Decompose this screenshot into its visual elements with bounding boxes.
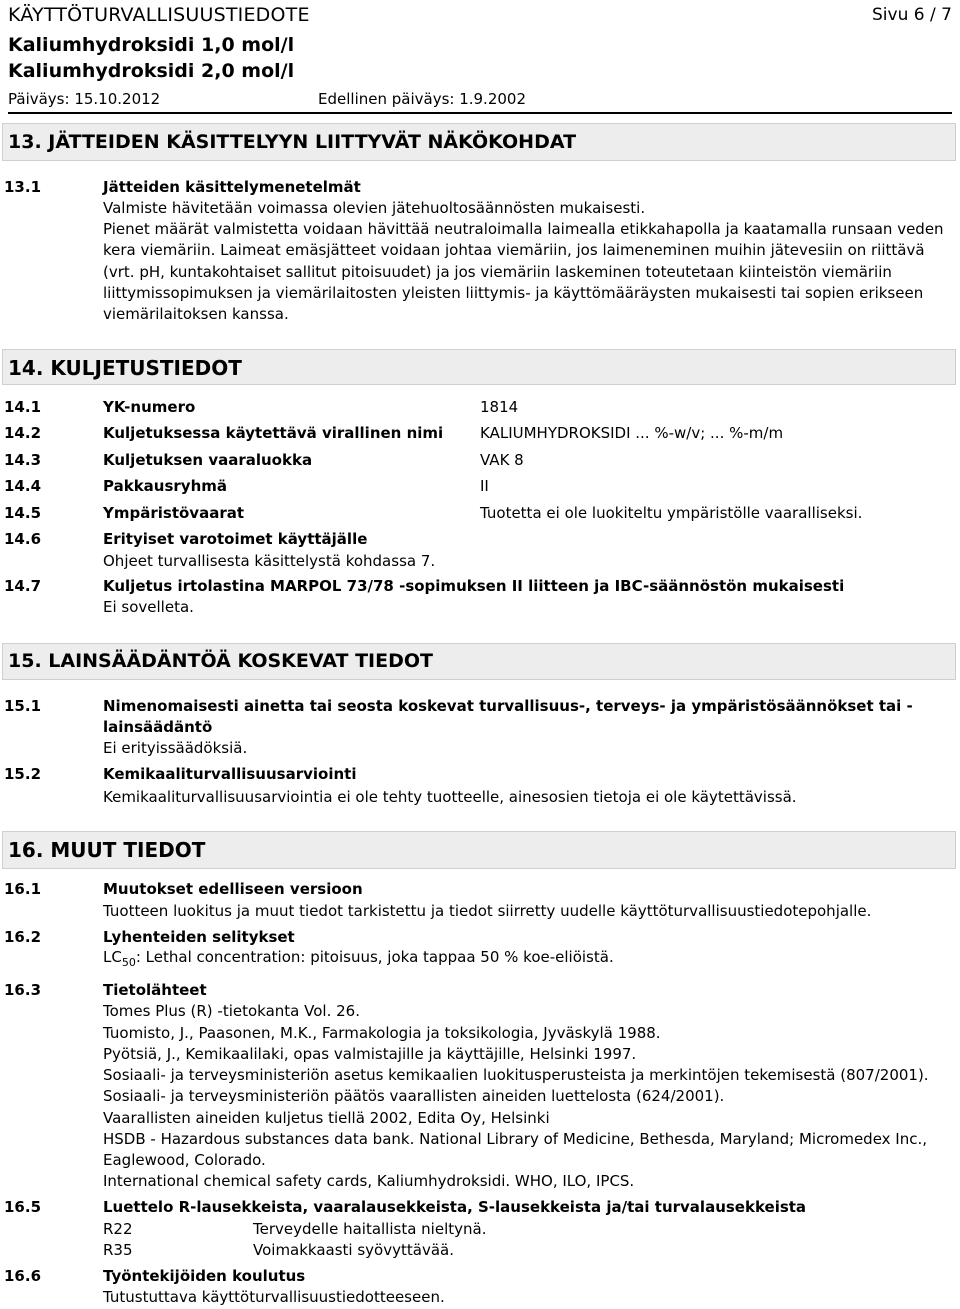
item-16-1-text: Tuotteen luokitus ja muut tiedot tarkistettu ja tiedot siirretty uudelle käyttöturvallisuustiedotepohjalle. — [103, 902, 872, 920]
section-14-title: 14. KULJETUSTIEDOT — [8, 356, 242, 380]
item-16-6-text: Tutustuttava käyttöturvallisuustiedotteeseen. — [103, 1288, 445, 1306]
item-16-1-number: 16.1 — [4, 880, 42, 898]
item-16-6-number: 16.6 — [4, 1267, 42, 1285]
item-14-7-text: Ei sovelleta. — [103, 598, 194, 616]
item-14-5-heading: Ympäristövaarat — [103, 504, 245, 522]
item-14-5-number: 14.5 — [4, 504, 42, 522]
source-line: Vaarallisten aineiden kuljetus tiellä 2002, Edita Oy, Helsinki — [103, 1109, 550, 1127]
item-14-4-value: II — [480, 477, 489, 495]
item-14-6-heading: Erityiset varotoimet käyttäjälle — [103, 530, 368, 548]
item-13-1-number: 13.1 — [4, 178, 42, 196]
item-14-1-value: 1814 — [480, 398, 519, 416]
item-14-3-heading: Kuljetuksen vaaraluokka — [103, 451, 313, 469]
source-line: Tuomisto, J., Paasonen, M.K., Farmakologia ja toksikologia, Jyväskylä 1988. — [103, 1024, 661, 1042]
lc-prefix: LC — [103, 948, 122, 966]
item-15-1-heading: Nimenomaisesti ainetta tai seosta koskevat turvallisuus-, terveys- ja ympäristösäännökset tai - — [103, 697, 913, 715]
item-15-1-text: Ei erityissäädöksiä. — [103, 739, 248, 757]
product-name-1: Kaliumhydroksidi 1,0 mol/l — [8, 34, 295, 56]
item-16-6-heading: Työntekijöiden koulutus — [103, 1267, 306, 1285]
item-13-1-line: (vrt. pH, kuntakohtaiset sallitut pitoisuudet) ja jos viemäriin laskeminen toteutetaan kiinteistön viemäriin — [103, 263, 892, 281]
item-14-1-heading: YK-numero — [103, 398, 196, 416]
item-13-1-line: kera viemäriin. Laimeat emäsjätteet voidaan johtaa viemäriin, jos laimeneminen muihin jätevesiin on riittävä — [103, 241, 925, 259]
source-line: HSDB - Hazardous substances data bank. National Library of Medicine, Bethesda, Maryland; Micromedex Inc., — [103, 1130, 928, 1148]
item-16-2-text — [103, 948, 614, 969]
lc-definition: : Lethal concentration: pitoisuus, joka tappaa 50 % koe-eliöistä. — [135, 948, 614, 966]
item-14-7-number: 14.7 — [4, 577, 42, 595]
source-line: Eaglewood, Colorado. — [103, 1151, 266, 1169]
item-14-1-number: 14.1 — [4, 398, 42, 416]
page-number: Sivu 6 / 7 — [872, 5, 952, 25]
item-14-2-value: KALIUMHYDROKSIDI ... %-w/v; ... %-m/m — [480, 424, 784, 442]
item-13-1-line: Pienet määrät valmistetta voidaan hävittää neutraloimalla laimealla etikkahapolla ja kaatamalla runsaan veden — [103, 220, 944, 238]
item-16-2-heading: Lyhenteiden selitykset — [103, 928, 295, 946]
item-16-2-number: 16.2 — [4, 928, 42, 946]
source-line: Sosiaali- ja terveysministeriön asetus kemikaalien luokitusperusteista ja merkintöjen tekemisestä (807/2001). — [103, 1066, 929, 1084]
item-16-3-number: 16.3 — [4, 981, 42, 999]
item-14-6-number: 14.6 — [4, 530, 42, 548]
item-13-1-line: Valmiste hävitetään voimassa olevien jätehuoltosäännösten mukaisesti. — [103, 199, 646, 217]
item-16-5-number: 16.5 — [4, 1198, 42, 1216]
item-14-7-heading: Kuljetus irtolastina MARPOL 73/78 -sopimuksen II liitteen ja IBC-säännöstön mukaisesti — [103, 577, 845, 595]
r-phrase-code: R35 — [103, 1241, 133, 1259]
item-14-2-number: 14.2 — [4, 424, 42, 442]
item-13-1-heading: Jätteiden käsittelymenetelmät — [103, 178, 361, 196]
product-name-2: Kaliumhydroksidi 2,0 mol/l — [8, 60, 295, 82]
item-15-1-heading-cont: lainsäädäntö — [103, 718, 213, 736]
header-divider — [8, 112, 952, 114]
item-16-1-heading: Muutokset edelliseen versioon — [103, 880, 363, 898]
item-13-1-line: viemärilaitoksen kanssa. — [103, 305, 289, 323]
source-line: International chemical safety cards, Kaliumhydroksidi. WHO, ILO, IPCS. — [103, 1172, 635, 1190]
r-phrase-text: Voimakkaasti syövyttävää. — [253, 1241, 454, 1259]
item-16-5-heading: Luettelo R-lausekkeista, vaaralausekkeista, S-lausekkeista ja/tai turvalausekkeista — [103, 1198, 807, 1216]
source-line: Sosiaali- ja terveysministeriön päätös vaarallisten aineiden luettelosta (624/2001). — [103, 1087, 725, 1105]
source-line: Pyötsiä, J., Kemikaalilaki, opas valmistajille ja käyttäjille, Helsinki 1997. — [103, 1045, 637, 1063]
item-15-2-heading: Kemikaaliturvallisuusarviointi — [103, 765, 357, 783]
document-title: KÄYTTÖTURVALLISUUSTIEDOTE — [8, 4, 310, 26]
issue-date: Päiväys: 15.10.2012 — [8, 90, 161, 108]
section-15-title: 15. LAINSÄÄDÄNTÖÄ KOSKEVAT TIEDOT — [8, 650, 433, 672]
r-phrase-text: Terveydelle haitallista nieltynä. — [253, 1220, 487, 1238]
lc-subscript: 50 — [121, 956, 136, 969]
item-14-4-heading: Pakkausryhmä — [103, 477, 227, 495]
source-line: Tomes Plus (R) -tietokanta Vol. 26. — [103, 1002, 360, 1020]
item-13-1-line: liittymissopimuksen ja viemärilaitosten yleisten liittymis- ja käyttömääräysten mukaisesti tai sopien erikseen — [103, 284, 924, 302]
previous-date: Edellinen päiväys: 1.9.2002 — [318, 90, 527, 108]
item-14-6-text: Ohjeet turvallisesta käsittelystä kohdassa 7. — [103, 552, 436, 570]
item-14-3-value: VAK 8 — [480, 451, 524, 469]
item-15-2-number: 15.2 — [4, 765, 42, 783]
item-16-3-heading: Tietolähteet — [103, 981, 207, 999]
item-14-3-number: 14.3 — [4, 451, 42, 469]
section-16-title: 16. MUUT TIEDOT — [8, 838, 206, 862]
section-13-title: 13. JÄTTEIDEN KÄSITTELYYN LIITTYVÄT NÄKÖKOHDAT — [8, 131, 577, 153]
item-14-4-number: 14.4 — [4, 477, 42, 495]
item-15-2-text: Kemikaaliturvallisuusarviointia ei ole tehty tuotteelle, ainesosien tietoja ei ole käytettävissä. — [103, 788, 797, 806]
item-14-2-heading: Kuljetuksessa käytettävä virallinen nimi — [103, 424, 444, 442]
r-phrase-code: R22 — [103, 1220, 133, 1238]
item-14-5-value: Tuotetta ei ole luokiteltu ympäristölle vaaralliseksi. — [480, 504, 863, 522]
item-15-1-number: 15.1 — [4, 697, 42, 715]
